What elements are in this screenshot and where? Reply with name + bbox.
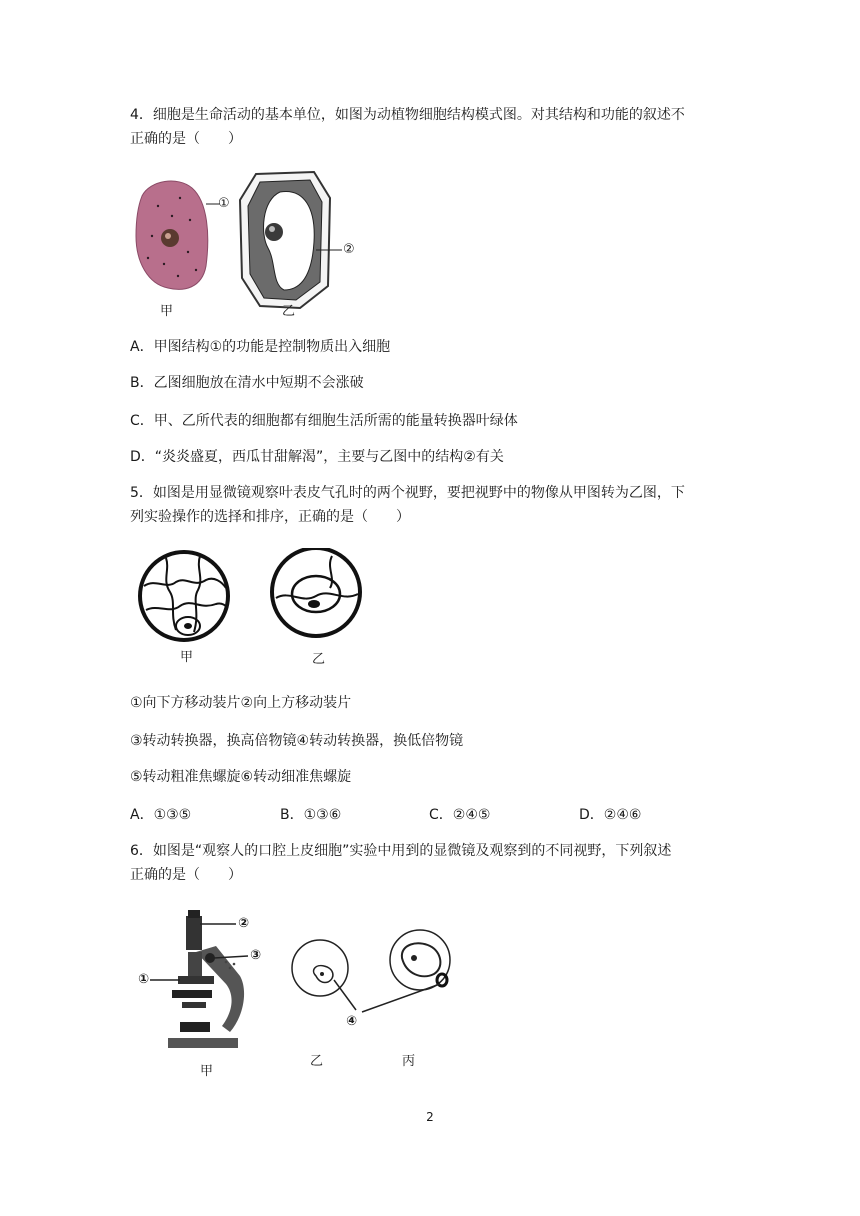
view-jia (140, 552, 228, 640)
q5-option-a: A．①③⑤ (130, 807, 192, 823)
q5-step-3: ⑤转动粗准焦螺旋⑥转动细准焦螺旋 (130, 769, 352, 785)
q6-label-1: ① (138, 972, 150, 987)
q5-step-2: ③转动转换器，换高倍物镜④转动转换器，换低倍物镜 (130, 733, 464, 749)
page-number: 2 (426, 1110, 434, 1124)
q4-caption-yi: 乙 (282, 304, 296, 319)
q4-option-c: C．甲、乙所代表的细胞都有细胞生活所需的能量转换器叶绿体 (130, 413, 518, 429)
q4-stem-line2: 正确的是（ ） (130, 131, 242, 147)
q5-view-figure (136, 548, 376, 648)
q5-stem-line2: 列实验操作的选择和排序，正确的是（ ） (130, 509, 410, 525)
q6-caption-jia: 甲 (200, 1064, 214, 1079)
view-yi (272, 548, 360, 636)
plant-nucleus (265, 223, 283, 241)
q6-caption-yi: 乙 (310, 1054, 324, 1069)
q5-option-c: C．②④⑤ (429, 807, 491, 823)
q6-label-4: ④ (346, 1014, 358, 1029)
q6-caption-bing: 丙 (402, 1054, 416, 1069)
q4-label-2: ② (343, 242, 355, 257)
q5-caption-jia: 甲 (180, 650, 194, 665)
q4-option-b: B．乙图细胞放在清水中短期不会涨破 (130, 375, 364, 391)
q6-stem-line2: 正确的是（ ） (130, 867, 242, 883)
q4-label-1: ① (218, 196, 230, 211)
q5-option-b: B．①③⑥ (280, 807, 342, 823)
q6-label-3: ③ (250, 948, 262, 963)
q4-caption-jia: 甲 (160, 304, 174, 319)
q5-stem-line1: 5．如图是用显微镜观察叶表皮气孔时的两个视野，要把视野中的物像从甲图转为乙图，下 (130, 485, 685, 501)
q4-option-d: D．“炎炎盛夏，西瓜甘甜解渴”，主要与乙图中的结构②有关 (130, 449, 504, 465)
q4-stem-line1: 4．细胞是生命活动的基本单位，如图为动植物细胞结构模式图。对其结构和功能的叙述不 (130, 107, 685, 123)
q5-step-1: ①向下方移动装片②向上方移动装片 (130, 695, 352, 711)
q6-microscope-figure (130, 906, 470, 1056)
q4-cell-figure (128, 166, 368, 316)
q5-option-d: D．②④⑥ (579, 807, 642, 823)
q4-option-a: A．甲图结构①的功能是控制物质出入细胞 (130, 339, 391, 355)
q5-caption-yi: 乙 (312, 652, 326, 667)
q6-label-2: ② (238, 916, 250, 931)
q6-stem-line1: 6．如图是“观察人的口腔上皮细胞”实验中用到的显微镜及观察到的不同视野，下列叙述 (130, 843, 672, 859)
